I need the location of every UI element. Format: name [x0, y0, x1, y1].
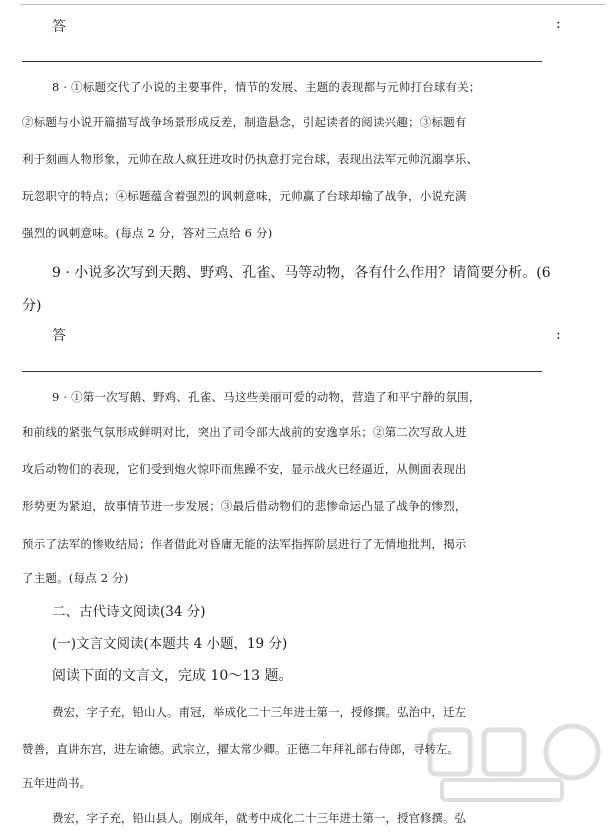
watermark-logo [422, 718, 602, 808]
answer-label: 答 [52, 328, 66, 344]
q9-answer-line: 预示了法军的惨败结局；作者借此对昏庸无能的法军指挥阶层进行了无情地批判，揭示 [22, 537, 467, 551]
q9-answer-line: 和前线的紧张气氛形成鲜明对比，突出了司令部大战前的安逸享乐；②第二次写敌人进 [22, 425, 467, 439]
q8-answer-line: 利于刻画人物形象，元帅在敌人疯狂进攻时仍执意打完台球，表现出法军元帅沉溺享乐、 [22, 152, 479, 166]
instruction-text: 阅读下面的文言文，完成 10～13 题。 [52, 668, 293, 684]
q8-answer-line: ②标题与小说开篇描写战争场景形成反差，制造悬念，引起读者的阅读兴趣；③标题有 [22, 115, 467, 129]
passage-line: 赞善，直讲东宫，进左谕德。武宗立，擢太常少卿。正德二年拜礼部右侍郎，寻转左。 [22, 742, 459, 756]
q9-question-line: 9 · 小说多次写到天鹅、野鸡、孔雀、马等动物，各有什么作用？请简要分析。(6 [52, 265, 551, 281]
q8-answer-line: 8 · ①标题交代了小说的主要事件，情节的发展、主题的表现都与元帅打台球有关； [52, 80, 481, 94]
answer-colon: : [556, 327, 561, 343]
q8-answer-line: 玩忽职守的特点；④标题蕴含着强烈的讽刺意味，元帅赢了台球却输了战争，小说充满 [22, 189, 467, 203]
q9-question-line: 分) [22, 298, 42, 314]
passage-line: 费宏，字子充，铅山人。甫冠，举成化二十三年进士第一，授修撰。弘治中，迁左 [52, 705, 466, 719]
q9-answer-line: 攻后动物们的表现，它们受到炮火惊吓而焦躁不安，显示战火已经逼近，从侧面表现出 [22, 462, 467, 476]
q9-answer-line: 了主题。(每点 2 分) [22, 571, 129, 585]
answer-rule [22, 371, 542, 372]
q9-answer-line: 形势更为紧迫，故事情节进一步发展；③最后借动物们的悲惨命运凸显了战争的惨烈， [22, 499, 467, 513]
page-top-border [20, 0, 605, 5]
translation-line: 费宏，字子充，铅山县人。刚成年，就考中成化二十三年进士第一，授官修撰。弘 [52, 811, 466, 825]
passage-line: 五年进尚书。 [22, 776, 91, 790]
q8-answer-line: 强烈的讽刺意味。(每点 2 分，答对三点给 6 分) [22, 226, 273, 240]
answer-label: 答 [52, 19, 66, 35]
q9-answer-line: 9 · ①第一次写鹅、野鸡、孔雀、马这些美丽可爱的动物，营造了和平宁静的氛围， [52, 390, 481, 404]
answer-colon: : [556, 16, 561, 32]
section-title: 二、古代诗文阅读(34 分) [52, 604, 206, 620]
answer-rule [22, 61, 542, 62]
subsection-title: (一)文言文阅读(本题共 4 小题，19 分) [52, 636, 288, 652]
